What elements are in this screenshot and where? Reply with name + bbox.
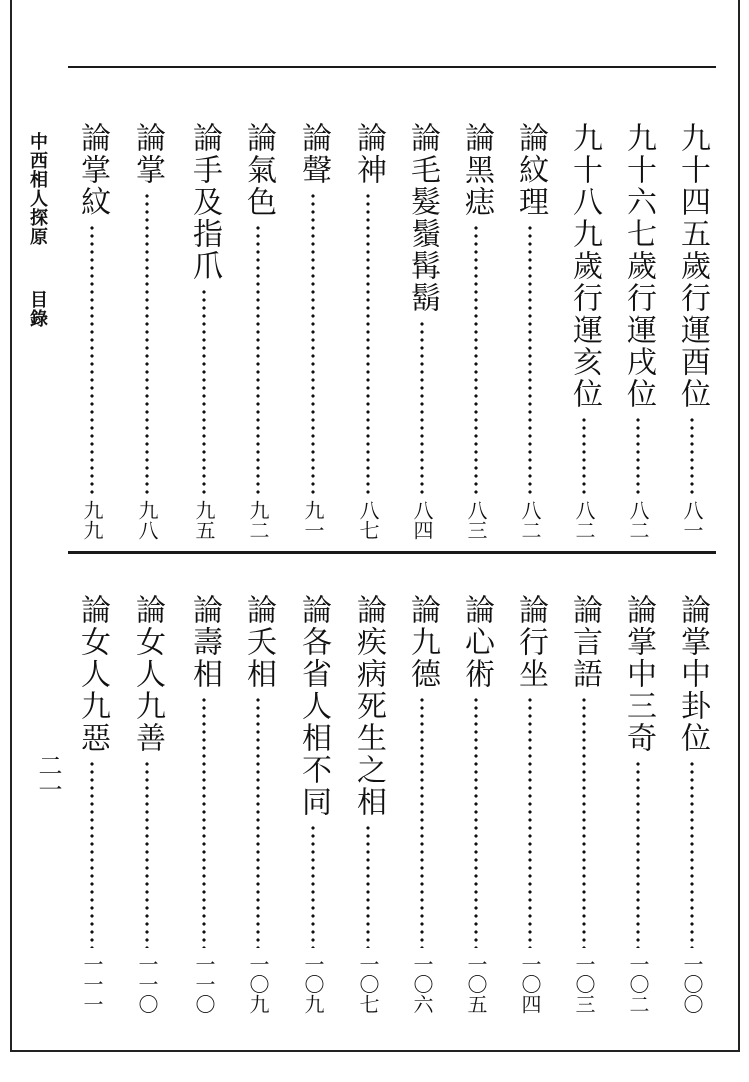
entry-title: 九十四五歲行運酉位 (675, 122, 710, 410)
dot-leader (582, 696, 586, 948)
entry-page: 一〇七 (356, 954, 380, 1014)
toc-entry[interactable] (238, 122, 278, 540)
toc-entry[interactable] (456, 594, 496, 1014)
toc-entry[interactable] (348, 122, 388, 540)
toc-entry[interactable] (127, 122, 167, 540)
entry-title: 論掌 (130, 122, 165, 186)
entry-title: 論夭相 (241, 594, 276, 690)
toc-entry[interactable] (672, 122, 712, 540)
entry-page: 九九 (80, 500, 104, 540)
entry-page: 九八 (135, 500, 159, 540)
entry-page: 八二 (572, 500, 596, 540)
toc-entry[interactable] (72, 122, 112, 540)
entry-page: 一〇四 (518, 954, 542, 1014)
dot-leader (528, 696, 532, 948)
dot-leader (636, 760, 640, 948)
entry-page: 九一 (301, 500, 325, 540)
toc-entry[interactable] (184, 122, 224, 540)
entry-title: 論紋理 (513, 122, 548, 218)
page-number: 二一 (34, 753, 62, 801)
toc-entry[interactable] (184, 594, 224, 1014)
entry-title: 論氣色 (241, 122, 276, 218)
toc-entry[interactable] (618, 594, 658, 1014)
entry-title: 論毛髮鬚髯鬍 (405, 122, 440, 314)
entry-title: 論掌紋 (75, 122, 110, 218)
entry-title: 論掌中三奇 (621, 594, 656, 754)
toc-entry[interactable] (510, 122, 550, 540)
entry-page: 一〇二 (626, 954, 650, 1014)
entry-title: 論壽相 (187, 594, 222, 690)
toc-entry[interactable] (402, 594, 442, 1014)
entry-page: 一一〇 (192, 954, 216, 1014)
top-rule (68, 66, 716, 68)
entry-page: 一〇六 (410, 954, 434, 1014)
entry-title: 論言語 (567, 594, 602, 690)
dot-leader (420, 320, 424, 494)
dot-leader (145, 760, 149, 948)
entry-title: 九十八九歲行運亥位 (567, 122, 602, 410)
entry-title: 九十六七歲行運戌位 (621, 122, 656, 410)
entry-page: 一一〇 (135, 954, 159, 1014)
entry-title: 論聲 (296, 122, 331, 186)
dot-leader (474, 224, 478, 494)
dot-leader (690, 760, 694, 948)
dot-leader (366, 824, 370, 948)
entry-page: 九五 (192, 500, 216, 540)
entry-title: 論黑痣 (459, 122, 494, 218)
entry-page: 八四 (410, 500, 434, 540)
dot-leader (256, 696, 260, 948)
entry-page: 一〇五 (464, 954, 488, 1014)
book-title: 中西相人探原 (27, 132, 48, 246)
dot-leader (311, 824, 315, 948)
entry-page: 八七 (356, 500, 380, 540)
toc-entry[interactable] (456, 122, 496, 540)
toc-entry[interactable] (293, 122, 333, 540)
toc-entry[interactable] (564, 122, 604, 540)
entry-title: 論神 (351, 122, 386, 186)
entry-page: 八三 (464, 500, 488, 540)
entry-page: 八二 (518, 500, 542, 540)
entry-title: 論掌中卦位 (675, 594, 710, 754)
dot-leader (636, 416, 640, 494)
dot-leader (90, 224, 94, 494)
toc-entry[interactable] (402, 122, 442, 540)
dot-leader (474, 696, 478, 948)
entry-page: 八一 (680, 500, 704, 540)
section-title: 目錄 (27, 290, 48, 328)
toc-entry[interactable] (510, 594, 550, 1014)
toc-entry[interactable] (564, 594, 604, 1014)
dot-leader (528, 224, 532, 494)
toc-entry[interactable] (238, 594, 278, 1014)
running-header (26, 132, 48, 328)
toc-entry[interactable] (72, 594, 112, 1014)
entry-title: 論手及指爪 (187, 122, 222, 282)
dot-leader (256, 224, 260, 494)
dot-leader (90, 760, 94, 948)
toc-entry[interactable] (293, 594, 333, 1014)
middle-rule (68, 551, 716, 554)
entry-page: 一〇〇 (680, 954, 704, 1014)
entry-page: 一〇三 (572, 954, 596, 1014)
toc-entry[interactable] (127, 594, 167, 1014)
dot-leader (311, 192, 315, 494)
dot-leader (420, 696, 424, 948)
entry-title: 論女人九惡 (75, 594, 110, 754)
entry-page: 八二 (626, 500, 650, 540)
dot-leader (202, 288, 206, 494)
entry-title: 論心術 (459, 594, 494, 690)
toc-entry[interactable] (618, 122, 658, 540)
entry-title: 論行坐 (513, 594, 548, 690)
entry-page: 一一一 (80, 954, 104, 1014)
toc-entry[interactable] (348, 594, 388, 1014)
entry-title: 論疾病死生之相 (351, 594, 386, 818)
toc-entry[interactable] (672, 594, 712, 1014)
dot-leader (582, 416, 586, 494)
dot-leader (202, 696, 206, 948)
entry-page: 九二 (246, 500, 270, 540)
dot-leader (366, 192, 370, 494)
entry-title: 論九德 (405, 594, 440, 690)
entry-title: 論各省人相不同 (296, 594, 331, 818)
dot-leader (690, 416, 694, 494)
entry-page: 一〇九 (301, 954, 325, 1014)
dot-leader (145, 192, 149, 494)
entry-title: 論女人九善 (130, 594, 165, 754)
entry-page: 一〇九 (246, 954, 270, 1014)
